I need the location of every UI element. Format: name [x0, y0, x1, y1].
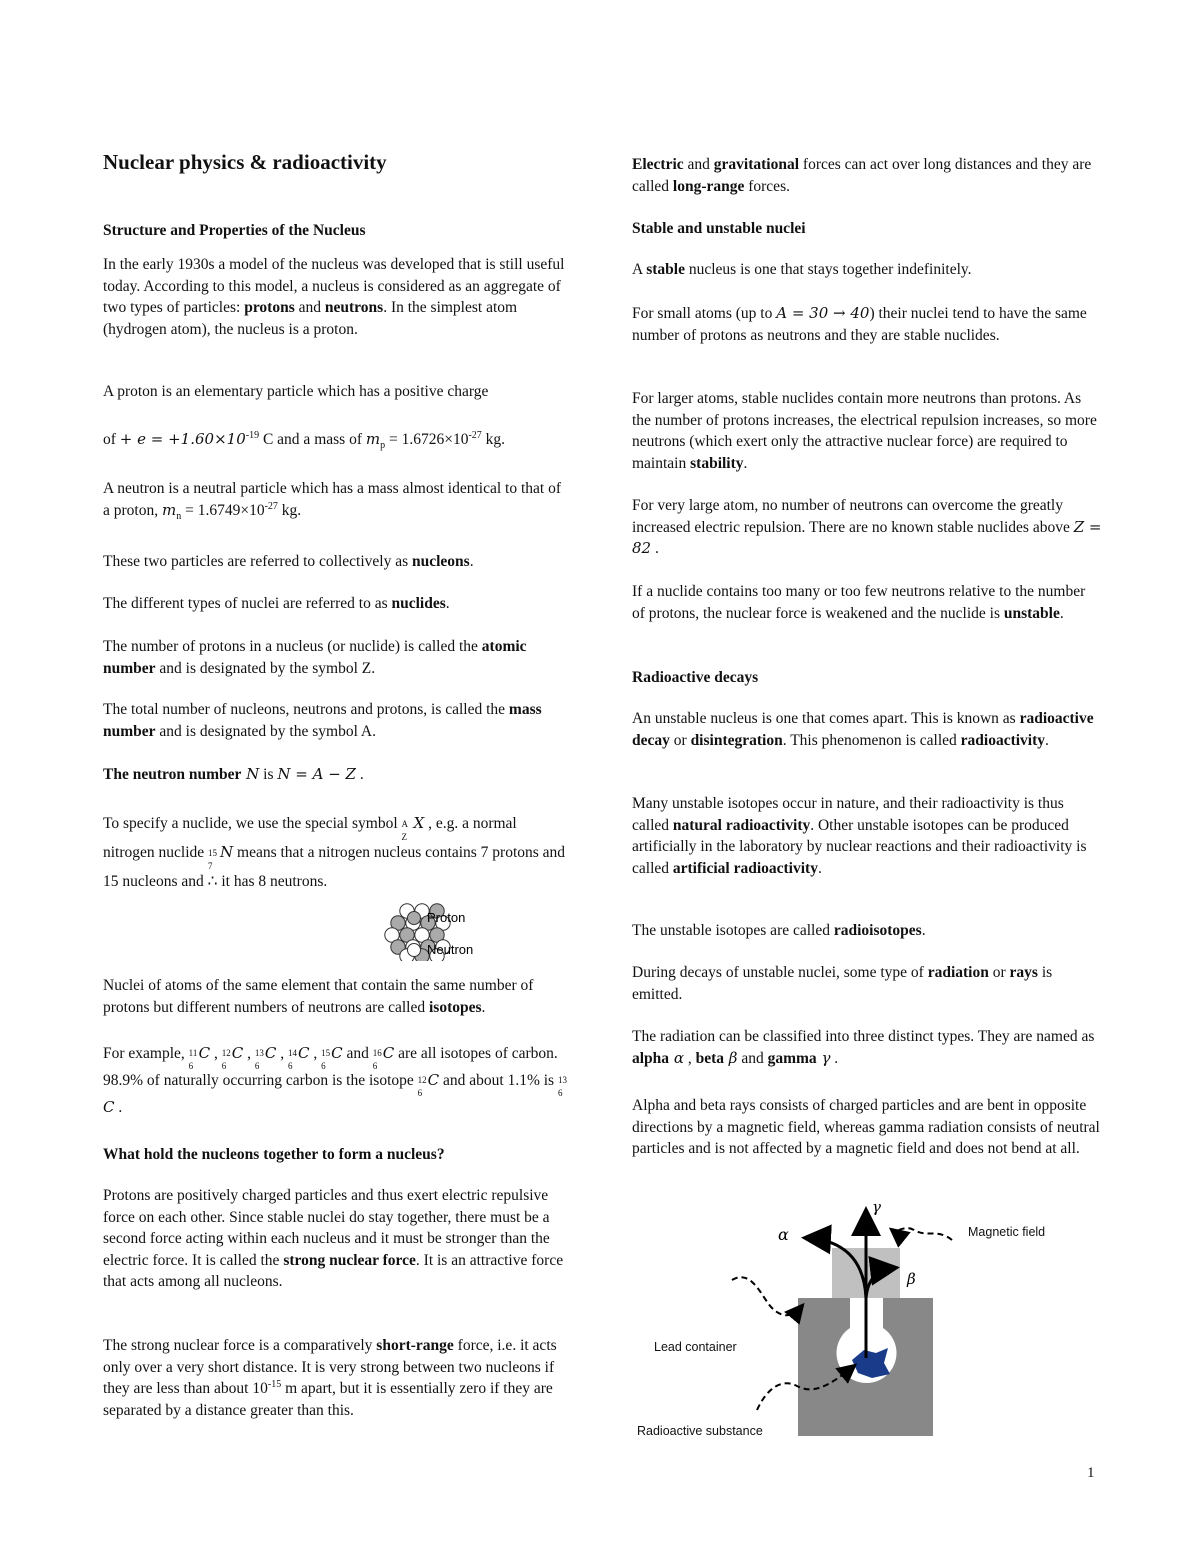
page-number: 1	[1087, 1465, 1095, 1481]
paragraph-nuclides: The different types of nuclei are referred to as nuclides.	[103, 595, 450, 612]
carbon-isotope: 15 6 C	[321, 1044, 343, 1071]
gamma-label: γ	[872, 1198, 881, 1216]
heading-structure: Structure and Properties of the Nucleus	[103, 222, 366, 239]
carbon-isotope: 14 6 C	[288, 1044, 310, 1071]
magnetic-field-label: Magnetic field	[968, 1225, 1046, 1239]
paragraph-larger-atoms: For larger atoms, stable nuclides contain more neutrons than protons. As the number of protons increases, the electrical repulsion increases, so more neutrons (which exert only the attractive nuclear force) are required to maintain stability.	[632, 390, 1097, 472]
carbon-isotope: 13 6 C	[254, 1044, 277, 1071]
paragraph-decay: An unstable nucleus is one that comes apart. This is known as radioactive decay or disintegration. This phenomenon is called radioactivity.	[632, 710, 1094, 749]
paragraph-three-types: The radiation can be classified into three distinct types. They are named as alpha α , beta β and gamma γ .	[632, 1028, 1095, 1067]
heading-stable-unstable: Stable and unstable nuclei	[632, 220, 806, 237]
magnetic-field-pointer	[892, 1228, 952, 1240]
beta-label: β	[907, 1270, 916, 1288]
paragraph-bending: Alpha and beta rays consists of charged particles and are bent in opposite directions by a magnetic field, whereas gamma radiation consists of neutral particles and is not affected by a magnetic field and does not bend at all.	[632, 1097, 1100, 1157]
legend-neutron-label: Neutron	[427, 942, 474, 957]
radioactive-substance-label: Radioactive substance	[637, 1424, 763, 1438]
heading-nucleons-together: What hold the nucleons together to form a nucleus?	[103, 1146, 445, 1163]
paragraph-radiation: During decays of unstable nuclei, some type of radiation or rays is emitted.	[632, 964, 1053, 1003]
carbon-isotope: 16 6 C	[372, 1044, 395, 1071]
paragraph-natural-artificial: Many unstable isotopes occur in nature, and their radioactivity is thus called natural radioactivity. Other unstable isotopes can be produced artificially in the laboratory by nuclear reactions and their radioactivity is called artificial radioactivity.	[632, 795, 1087, 877]
paragraph-neutron-number: The neutron number N is N = A − Z .	[103, 765, 364, 783]
paragraph-proton: A proton is an elementary particle which has a positive charge	[103, 383, 489, 400]
lead-container-pointer	[732, 1277, 802, 1315]
heading-radioactive-decays: Radioactive decays	[632, 669, 759, 686]
proton-legend-icon	[408, 912, 421, 925]
paragraph-nuclide-symbol: To specify a nuclide, we use the special symbol A Z X , e.g. a normal nitrogen nuclide 15 7 N means that a nitrogen nucleus contains 7 protons and 15 nucleons and ∴ it has 8 neutrons.	[103, 814, 566, 890]
paragraph-long-range: Electric and gravitational forces can act over long distances and they are called long-range forces.	[632, 156, 1092, 195]
neutron-legend-icon	[408, 944, 421, 957]
paragraph-isotopes: Nuclei of atoms of the same element that contain the same number of protons but different numbers of neutrons are called isotopes.	[103, 977, 534, 1016]
page-title: Nuclear physics & radioactivity	[103, 150, 387, 174]
paragraph-short-range: The strong nuclear force is a comparatively short-range force, i.e. it acts only over a very short distance. It is very strong between two nucleons if they are less than about $10^{-15}$ m apart, but it is essentially zero if they are separated by a distance greater than this.	[103, 1337, 557, 1419]
paragraph-radioisotopes: The unstable isotopes are called radioisotopes.	[632, 922, 926, 939]
carbon-isotope-list: 11 6 C , 12 6 C , 13 6 C , 14 6 C , 15 6 C and 16 6 C	[188, 1044, 395, 1071]
alpha-label: α	[778, 1225, 789, 1244]
carbon-isotope: 11 6 C	[188, 1044, 211, 1071]
paragraph-strong-force: Protons are positively charged particles and thus exert electric repulsive force on each other. Since stable nuclei do stay together, there must be a second force acting within each nucleus and it must be stronger than the electric force. It is called the strong nuclear force. It is an attractive force that acts among all nucleons.	[103, 1187, 564, 1290]
legend-proton-label: Proton	[427, 910, 466, 925]
nucleus-legend	[403, 910, 503, 960]
paragraph-unstable: If a nuclide contains too many or too few neutrons relative to the number of protons, the nuclear force is weakened and the nuclide is unstable.	[632, 583, 1086, 622]
paragraph-mass-number: The total number of nucleons, neutrons and protons, is called the mass number and is designated by the symbol A.	[103, 701, 542, 740]
paragraph-neutron: A neutron is a neutral particle which has a mass almost identical to that of a proton, $m_n = 1.6749\times 10^{-27}$ kg.	[103, 480, 561, 522]
paragraph-stable: A stable nucleus is one that stays together indefinitely.	[632, 261, 972, 278]
paragraph-carbon-isotopes: For example, 11 6 C , 12 6 C , 13 6 C , 14 6 C , 15 6 C and 16 6 C are all isotopes of carbon. 98.9% of naturally occurring carbon is the isotope 12 6 C and about 1.1% is 13 6 C .	[103, 1044, 567, 1116]
lead-container-label: Lead container	[654, 1340, 737, 1354]
carbon-isotope: 12 6 C	[221, 1044, 244, 1071]
paragraph-very-large-atoms: For very large atom, no number of neutrons can overcome the greatly increased electric repulsion. There are no known stable nuclides above Z = 82 .	[632, 497, 1102, 557]
paragraph-proton-charge: of + $e = +1.60\times 10^{-19}$ C and a mass of $m_p = 1.6726\times 10^{-27}$ kg.	[103, 429, 506, 452]
paragraph-model: In the early 1930s a model of the nucleus was developed that is still useful today. According to this model, a nucleus is considered as an aggregate of two types of particles: protons and neutrons. In the simplest atom (hydrogen atom), the nucleus is a proton.	[103, 256, 565, 338]
paragraph-atomic-number: The number of protons in a nucleus (or nuclide) is called the atomic number and is designated by the symbol Z.	[103, 638, 527, 677]
paragraph-nucleons: These two particles are referred to collectively as nucleons.	[103, 553, 474, 570]
paragraph-small-atoms: For small atoms (up to A = 30 → 40) their nuclei tend to have the same number of protons as neutrons and they are stable nuclides.	[632, 304, 1087, 344]
